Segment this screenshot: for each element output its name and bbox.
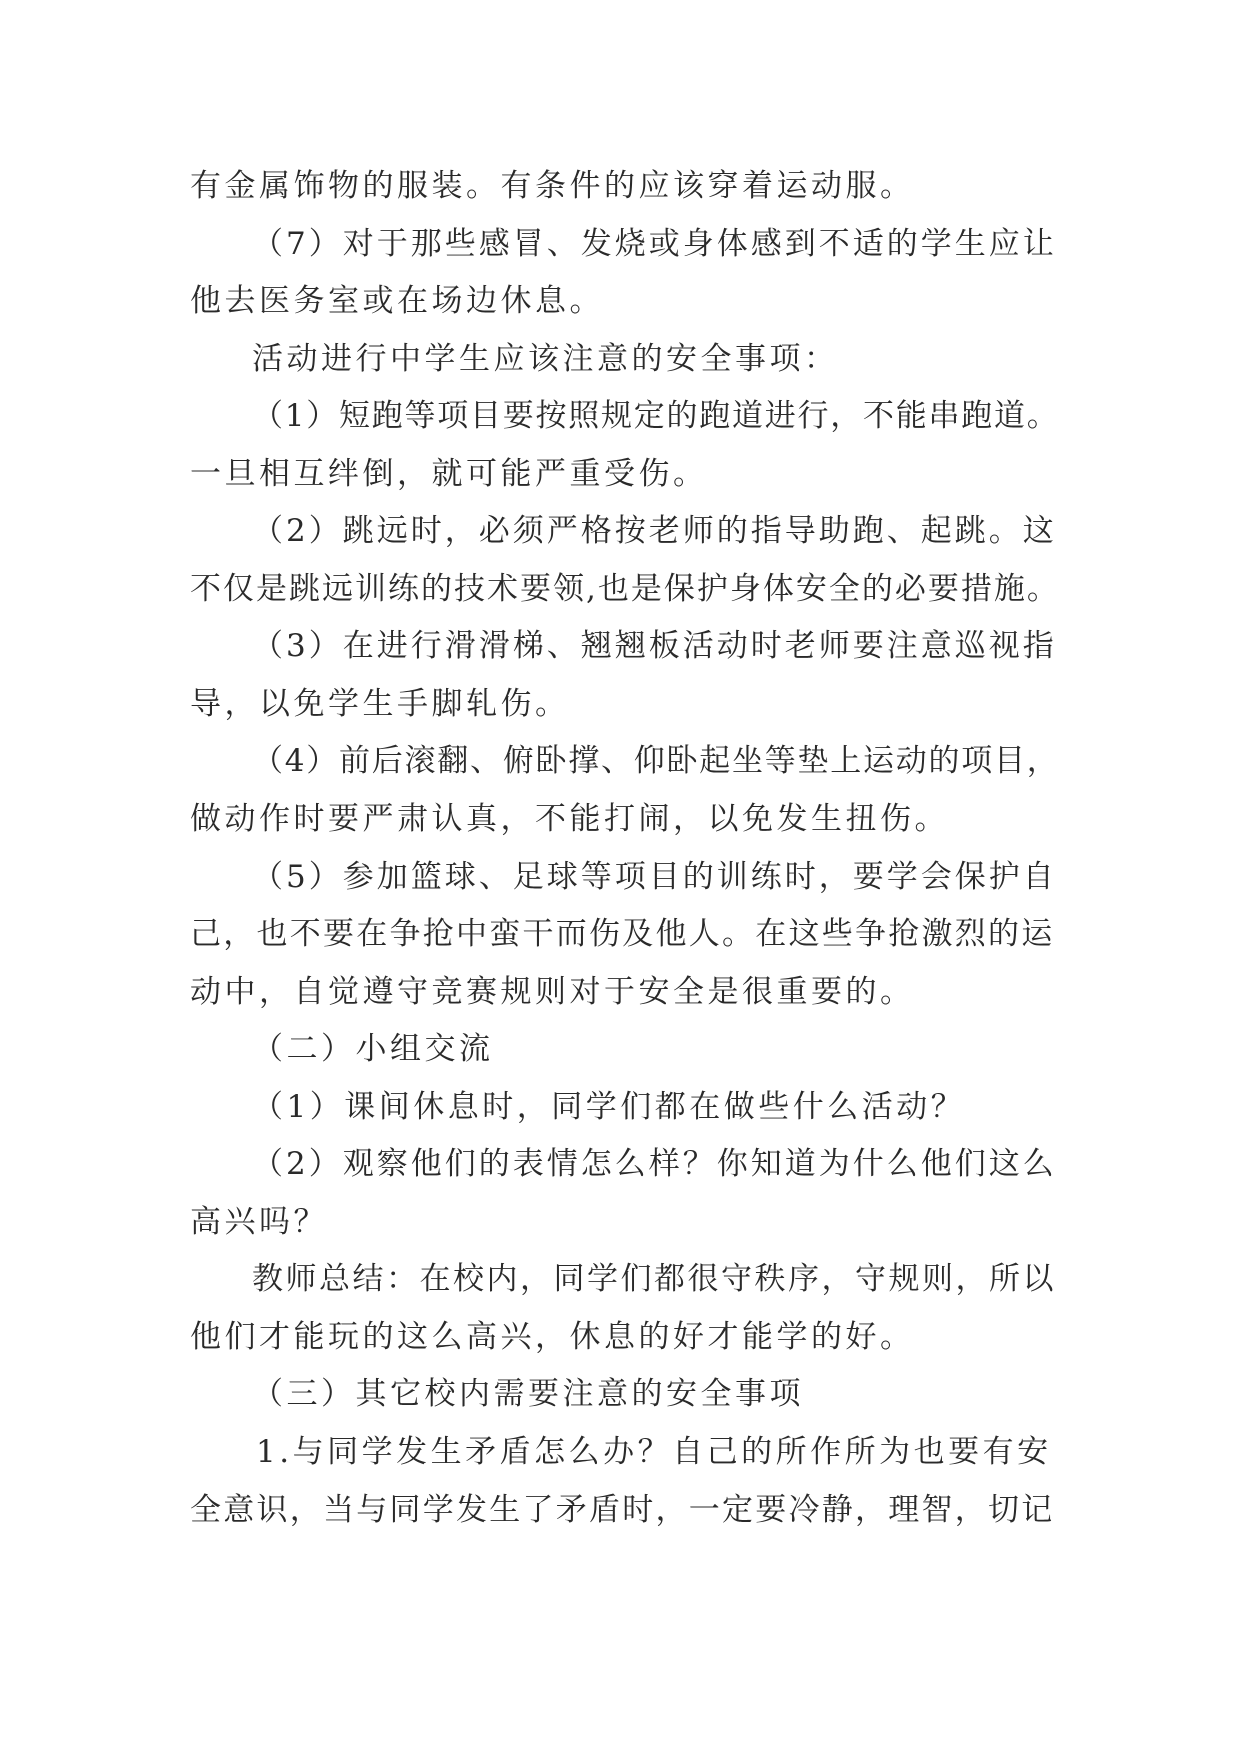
text-line: （1）短跑等项目要按照规定的跑道进行，不能串跑道。	[252, 398, 1060, 434]
text-line: 不仅是跳远训练的技术要领,也是保护身体安全的必要措施。	[190, 571, 1060, 607]
text-line: 动中，自觉遵守竞赛规则对于安全是很重要的。	[190, 974, 915, 1010]
text-line: （7）对于那些感冒、发烧或身体感到不适的学生应让	[252, 226, 1057, 262]
text-line: 一旦相互绊倒，就可能严重受伤。	[190, 456, 708, 492]
text-line: 1.与同学发生矛盾怎么办？自己的所作所为也要有安	[256, 1434, 1052, 1470]
section-heading: （二）小组交流	[252, 1031, 494, 1067]
text-line: 导，以免学生手脚轧伤。	[190, 686, 570, 722]
text-line: 教师总结：在校内，同学们都很守秩序，守规则，所以	[252, 1261, 1056, 1297]
text-line: 他们才能玩的这么高兴，休息的好才能学的好。	[190, 1319, 915, 1355]
text-line: 高兴吗？	[190, 1204, 328, 1240]
text-line: （2）跳远时，必须严格按老师的指导助跑、起跳。这	[252, 513, 1057, 549]
text-line: 他去医务室或在场边休息。	[190, 283, 604, 319]
text-line: 有金属饰物的服装。有条件的应该穿着运动服。	[190, 168, 915, 204]
text-line: 己，也不要在争抢中蛮干而伤及他人。在这些争抢激烈的运	[190, 916, 1055, 952]
text-line: （4）前后滚翻、俯卧撑、仰卧起坐等垫上运动的项目，	[252, 743, 1060, 779]
section-heading: （三）其它校内需要注意的安全事项	[252, 1376, 804, 1412]
text-line: （1）课间休息时，同学们都在做些什么活动？	[252, 1089, 966, 1125]
text-line: 活动进行中学生应该注意的安全事项：	[252, 341, 839, 377]
text-line: （2）观察他们的表情怎么样？你知道为什么他们这么	[252, 1146, 1057, 1182]
text-line: （3）在进行滑滑梯、翘翘板活动时老师要注意巡视指	[252, 628, 1057, 664]
text-line: 做动作时要严肃认真，不能打闹，以免发生扭伤。	[190, 801, 949, 837]
text-line: 全意识，当与同学发生了矛盾时，一定要冷静，理智，切记	[190, 1492, 1055, 1528]
text-line: （5）参加篮球、足球等项目的训练时，要学会保护自	[252, 859, 1057, 895]
